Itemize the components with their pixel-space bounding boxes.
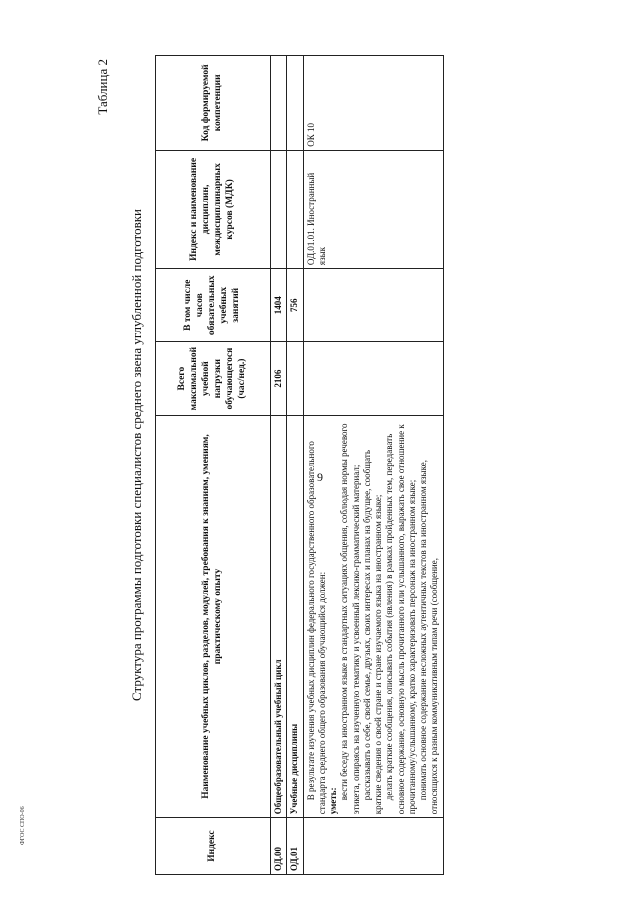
detail-p3: делать краткие сообщения, описывать события (явления) в рамках пройденных тем, передавать основное содержание, основную мысль прочитанного или услышанного, выражать свое отношение к прочитанному/услышанному, кратко характеризовать персонаж на иностранном языке;: [384, 424, 417, 815]
header-competence: Код формируемой компетенции: [156, 56, 271, 151]
row-od01-discipline: [287, 150, 303, 268]
structure-table: [155, 55, 444, 875]
detail-p2: рассказывать о себе, своей семье, друзьях, своих интересах и планах на будущее, сообщать краткие сведения о своей стране и стране изучаемого языка на иностранном языке;: [361, 450, 383, 815]
detail-p4: понимать основное содержание несложных аутентичных текстов на иностранном языке, относящихся к разным коммуникативным типам речи (сообщение,: [418, 460, 440, 815]
row-od00-competence: [271, 56, 287, 151]
table-title: Структура программы подготовки специалистов среднего звена углубленной подготовки: [129, 209, 144, 701]
row-od00-required: 1404: [271, 269, 287, 342]
row-od00-discipline: [271, 150, 287, 268]
detail-intro: В результате изучения учебных дисциплин федерального государственного образовательного стандарта среднего общего образования обучающийся должен:: [305, 441, 327, 815]
row-detail-max: [303, 342, 443, 415]
table-row: [287, 56, 303, 875]
header-required: В том числе часов обязательных учебных занятий: [156, 269, 271, 342]
header-max-load: Всего максимальной учебной нагрузки обучающегося (час/нед.): [156, 342, 271, 415]
row-od01-required: 756: [287, 269, 303, 342]
row-od00-index: ОД.00: [271, 818, 287, 875]
header-index: Индекс: [156, 818, 271, 875]
header-discipline: Индекс и наименование дисциплин, междисциплинарных курсов (МДК): [156, 150, 271, 268]
row-detail-required: [303, 269, 443, 342]
row-detail-discipline: ОД.01.01. Иностранный язык: [303, 150, 443, 268]
table-row: [303, 56, 443, 875]
table-header-row: [156, 56, 271, 875]
table-row: [271, 56, 287, 875]
row-od01-index: ОД.01: [287, 818, 303, 875]
rotated-page-content: [95, 35, 600, 875]
row-od01-max: [287, 342, 303, 415]
row-od00-max: 2106: [271, 342, 287, 415]
row-od01-name: Учебные дисциплины: [287, 415, 303, 817]
table-label: Таблица 2: [95, 59, 110, 115]
detail-p1: вести беседу на иностранном языке в стандартных ситуациях общения, соблюдая нормы речевого этикета, опираясь на изученную тематику и усвоенный лексико-грамматический материал;: [339, 423, 361, 815]
page-footer: ФГОС СПО-06: [20, 806, 26, 845]
detail-skill-label: уметь:: [328, 787, 338, 815]
row-od01-competence: [287, 56, 303, 151]
row-detail-competence: ОК 10: [303, 56, 443, 151]
page-number: 9: [317, 470, 323, 484]
header-name: Наименование учебных циклов, разделов, модулей, требования к знаниям, умениям, практическому опыту: [156, 415, 271, 817]
row-od00-name: Общеобразовательный учебный цикл: [271, 415, 287, 817]
row-detail-index: [303, 818, 443, 875]
